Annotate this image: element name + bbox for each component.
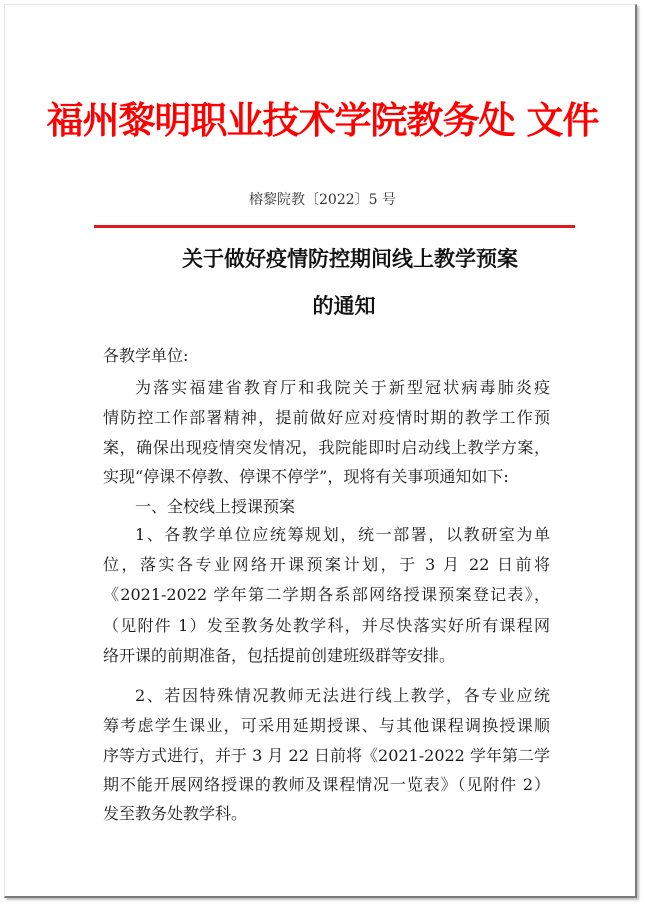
item2-line: 序等方式进行，并于 3 月 22 日前将《2021-2022 学年第二学 — [103, 746, 550, 765]
red-divider-line — [94, 225, 575, 228]
notice-title-line-1: 关于做好疫情防控期间线上教学预案 — [182, 246, 518, 271]
item2-line: 发至教务处教学科。 — [103, 804, 248, 823]
para1-line: 实现“停课不停教、停课不停学”，现将有关事项通知如下: — [103, 467, 509, 486]
item1-line: 《2021-2022 学年第二学期各系部网络授课预案登记表》， — [103, 585, 550, 604]
item2-line: 期不能开展网络授课的教师及课程情况一览表》（见附件 2） — [103, 775, 550, 794]
section1-heading: 一、全校线上授课预案 — [135, 497, 296, 516]
document-number: 榕黎院教〔2022〕5 号 — [249, 192, 396, 208]
item1-line: （见附件 1）发至教务处教学科，并尽快落实好所有课程网 — [103, 616, 550, 635]
salutation: 各教学单位: — [103, 346, 189, 365]
item1-line: 位，落实各专业网络开课预案计划，于 3 月 22 日前将 — [103, 555, 550, 574]
item1-line: 络开课的前期准备，包括提前创建班级群等安排。 — [103, 646, 456, 665]
para1-line: 为落实福建省教育厅和我院关于新型冠状病毒肺炎疫 — [135, 378, 550, 397]
item2-line: 筹考虑学生课业，可采用延期授课、与其他课程调换授课顺 — [103, 716, 550, 735]
notice-title-line-2: 的通知 — [312, 293, 376, 318]
document-header-title: 福州黎明职业技术学院教务处 文件 — [46, 99, 599, 142]
item2-line: 2、若因特殊情况教师无法进行线上教学，各专业应统 — [135, 686, 550, 705]
item1-line: 1、各教学单位应统筹规划，统一部署，以教研室为单 — [135, 525, 550, 544]
para1-line: 情防控工作部署精神，提前做好应对疫情时期的教学工作预 — [103, 408, 550, 427]
para1-line: 案，确保出现疫情突发情况，我院能即时启动线上教学方案， — [103, 438, 550, 457]
